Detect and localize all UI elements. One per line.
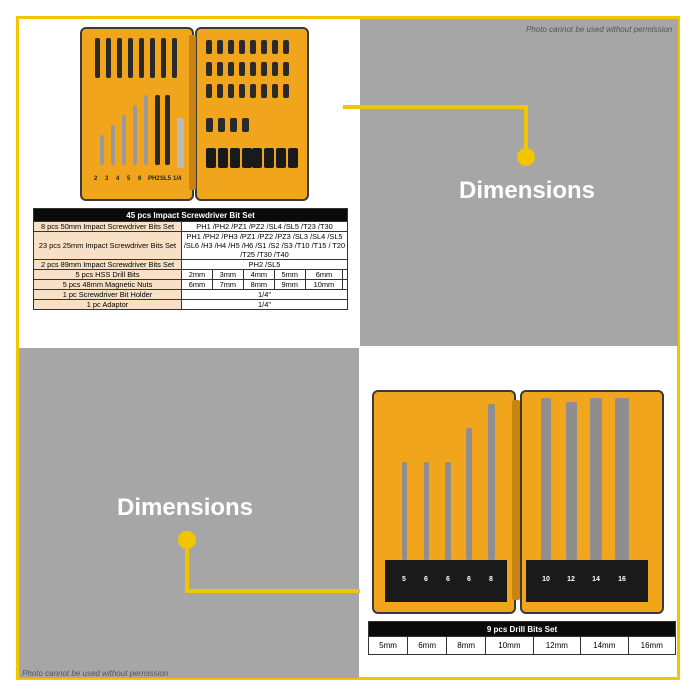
short-bit	[239, 62, 245, 76]
drill-size-label: 12	[567, 576, 575, 583]
table-cell-value	[343, 270, 348, 280]
table-cell-value: 2mm	[182, 270, 213, 280]
short-bit	[239, 40, 245, 54]
drill-size-label: 6	[467, 576, 471, 583]
case1-label: 4	[116, 176, 120, 182]
table-cell-value: PH1 /PH2 /PH3 /PZ1 /PZ2 /PZ3 /SL3 /SL4 /SL5 /SL6 /H3 /H4 /H5 /H6 /S1 /S2 /S3 /T10 /T15 / T20 /T25 /T30 /T40	[182, 232, 348, 260]
long-bit	[165, 95, 170, 165]
table-cell-value	[343, 280, 348, 290]
watermark-top: Photo cannot be used without permission	[526, 25, 673, 34]
table-cell-value: PH1 /PH2 /PZ1 /PZ2 /SL4 /SL5 /T23 /T30	[182, 222, 348, 232]
hss-drill-bit	[133, 105, 137, 165]
drill-size-label: 5	[402, 576, 406, 583]
short-bit	[228, 40, 234, 54]
case1-label: 2	[94, 176, 98, 182]
short-bit	[261, 62, 267, 76]
connector-line-bottom-h	[185, 589, 360, 593]
table-cell-value: 3mm	[212, 270, 243, 280]
short-bit	[206, 40, 212, 54]
short-bit	[272, 40, 278, 54]
drill-case-hinge	[512, 400, 520, 600]
magnetic-nut	[264, 148, 274, 168]
case1-label: 6	[138, 176, 142, 182]
sds-drill-bit	[402, 462, 407, 560]
drill-size-label: 10	[542, 576, 550, 583]
drill-size-label: 6	[424, 576, 428, 583]
short-bit	[218, 118, 225, 132]
case-hinge	[189, 35, 196, 190]
dimensions-label-bottom: Dimensions	[117, 494, 254, 521]
short-bit	[250, 84, 256, 98]
table-cell-value: 1/4"	[182, 290, 348, 300]
sds-drill-bit	[424, 462, 429, 560]
case1-label: 1/4	[173, 176, 182, 182]
short-bit	[230, 118, 237, 132]
screwdriver-bit	[139, 38, 144, 78]
magnetic-nut	[242, 148, 252, 168]
short-bit	[250, 62, 256, 76]
hss-drill-bit	[111, 125, 115, 165]
short-bit	[206, 84, 212, 98]
drill-set-table	[368, 621, 676, 655]
short-bit	[217, 62, 223, 76]
screwdriver-bit	[150, 38, 155, 78]
connector-dot-top	[517, 148, 535, 166]
sds-drill-bit	[488, 404, 495, 560]
magnetic-nut	[252, 148, 262, 168]
short-bit	[239, 84, 245, 98]
sds-drill-bit	[466, 428, 472, 560]
sds-drill-bit	[590, 398, 602, 560]
bit-holder	[177, 118, 184, 168]
table-cell-label: 5 pcs 48mm Magnetic Nuts	[34, 280, 182, 290]
sds-drill-bit	[541, 398, 551, 560]
drill-size-label: 14	[592, 576, 600, 583]
drill-size-cell: 8mm	[447, 637, 486, 655]
magnetic-nut	[230, 148, 240, 168]
table-cell-value: 9mm	[274, 280, 305, 290]
table-cell-value: 10mm	[305, 280, 342, 290]
drill-size-cell: 16mm	[628, 637, 676, 655]
table-cell-value: 6mm	[182, 280, 213, 290]
screwdriver-bit	[106, 38, 111, 78]
case1-label: 3	[105, 176, 109, 182]
short-bit	[261, 84, 267, 98]
short-bit	[217, 40, 223, 54]
connector-line-top-h	[343, 105, 528, 109]
screwdriver-bit	[95, 38, 100, 78]
bit-set-table	[33, 208, 348, 310]
table-cell-label: 23 pcs 25mm Impact Screwdriver Bits Set	[34, 232, 182, 260]
table-cell-label: 2 pcs 89mm Impact Screwdriver Bits Set	[34, 260, 182, 270]
screwdriver-bit	[117, 38, 122, 78]
drill-size-cell: 6mm	[408, 637, 447, 655]
drill-size-cell: 5mm	[369, 637, 408, 655]
table-cell-value: 7mm	[212, 280, 243, 290]
screwdriver-bit	[172, 38, 177, 78]
table-cell-label: 1 pc Screwdriver Bit Holder	[34, 290, 182, 300]
hss-drill-bit	[100, 135, 104, 165]
sds-drill-bit	[566, 402, 577, 560]
short-bit	[261, 40, 267, 54]
table-cell-value: 5mm	[274, 270, 305, 280]
table-cell-value: 6mm	[305, 270, 342, 280]
sds-drill-bit	[615, 398, 629, 560]
short-bit	[283, 84, 289, 98]
short-bit	[228, 62, 234, 76]
magnetic-nut	[206, 148, 216, 168]
screwdriver-bit	[128, 38, 133, 78]
short-bit	[283, 62, 289, 76]
table-cell-value: 4mm	[243, 270, 274, 280]
connector-line-bottom-v	[185, 540, 189, 592]
table-cell-label: 8 pcs 50mm Impact Screwdriver Bits Set	[34, 222, 182, 232]
short-bit	[228, 84, 234, 98]
drill-size-label: 16	[618, 576, 626, 583]
hss-drill-bit	[144, 95, 148, 165]
dimensions-label-top: Dimensions	[459, 177, 596, 204]
drill-size-label: 6	[446, 576, 450, 583]
drill-set-table-title: 9 pcs Drill Bits Set	[369, 622, 676, 637]
magnetic-nut	[276, 148, 286, 168]
table-cell-value: PH2 /SL5	[182, 260, 348, 270]
bit-set-table-title: 45 pcs Impact Screwdriver Bit Set	[34, 209, 348, 222]
short-bit	[250, 40, 256, 54]
table-cell-value: 1/4"	[182, 300, 348, 310]
screwdriver-bit	[161, 38, 166, 78]
short-bit	[206, 62, 212, 76]
magnetic-nut	[218, 148, 228, 168]
case1-label: SL5	[160, 176, 172, 182]
drill-size-cell: 12mm	[533, 637, 580, 655]
drill-size-label: 8	[489, 576, 493, 583]
table-cell-label: 5 pcs HSS Drill Bits	[34, 270, 182, 280]
long-bit	[155, 95, 160, 165]
hss-drill-bit	[122, 115, 126, 165]
table-cell-label: 1 pc Adaptor	[34, 300, 182, 310]
drill-size-cell: 10mm	[486, 637, 533, 655]
short-bit	[272, 62, 278, 76]
watermark-bottom: Photo cannot be used without permission	[22, 669, 169, 678]
drill-size-cell: 14mm	[581, 637, 628, 655]
magnetic-nut	[288, 148, 298, 168]
short-bit	[217, 84, 223, 98]
table-cell-value: 8mm	[243, 280, 274, 290]
case1-label: PH2	[148, 176, 160, 182]
short-bit	[283, 40, 289, 54]
short-bit	[206, 118, 213, 132]
case1-label: 5	[127, 176, 131, 182]
short-bit	[242, 118, 249, 132]
short-bit	[272, 84, 278, 98]
sds-drill-bit	[445, 462, 451, 560]
